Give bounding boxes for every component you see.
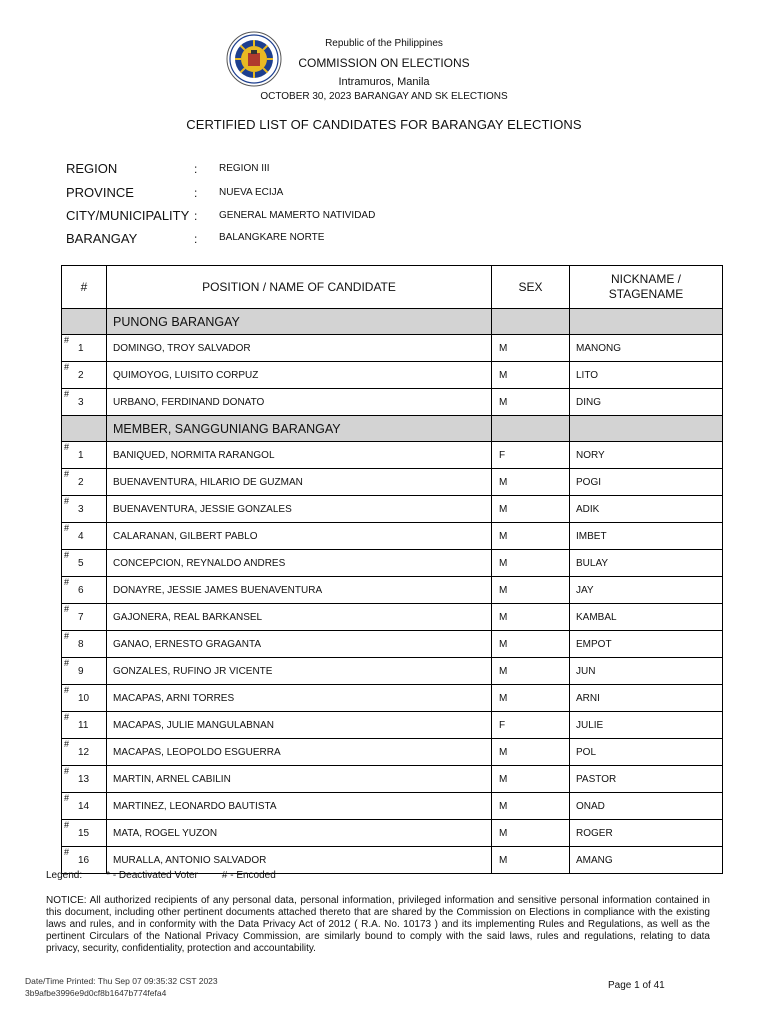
row-number-cell [62,658,107,685]
encoded-mark: # [64,712,70,722]
table-row [62,739,723,766]
province-label: PROVINCE [66,185,134,200]
commission-heading: COMMISSION ON ELECTIONS [298,56,470,70]
header-number: # [62,266,107,309]
city-label: CITY/MUNICIPALITY [66,208,190,223]
candidate-name: DONAYRE, JESSIE JAMES BUENAVENTURA [107,577,492,604]
candidate-nickname: JUN [570,658,723,685]
candidate-name: GONZALES, RUFINO JR VICENTE [107,658,492,685]
candidate-nickname: ROGER [570,820,723,847]
table-row [62,766,723,793]
table-row [62,362,723,389]
table-row [62,685,723,712]
candidate-nickname: BULAY [570,550,723,577]
candidate-sex: M [492,847,570,874]
header-sex: SEX [492,266,570,309]
legend-deactivated: * - Deactivated Voter [106,870,198,881]
row-number-cell [62,550,107,577]
candidate-sex: M [492,685,570,712]
legend-encoded: # - Encoded [221,870,276,881]
candidate-name: BUENAVENTURA, JESSIE GONZALES [107,496,492,523]
row-number: 15 [78,828,90,839]
region-value: REGION III [219,163,270,174]
encoded-mark: # [64,577,70,587]
row-number-cell [62,712,107,739]
candidate-name: GAJONERA, REAL BARKANSEL [107,604,492,631]
encoded-mark: # [64,685,70,695]
candidate-name: MURALLA, ANTONIO SALVADOR [107,847,492,874]
candidate-name: URBANO, FERDINAND DONATO [107,389,492,416]
candidate-name: QUIMOYOG, LUISITO CORPUZ [107,362,492,389]
section-title: MEMBER, SANGGUNIANG BARANGAY [107,416,492,442]
header-nickname-line2: STAGENAME [608,287,684,301]
candidate-sex: M [492,389,570,416]
candidate-nickname: AMANG [570,847,723,874]
encoded-mark: # [64,550,70,560]
candidate-sex: M [492,739,570,766]
table-body [62,309,723,874]
encoded-mark: # [64,496,70,506]
section-sex-cell [492,416,570,442]
print-timestamp: Date/Time Printed: Thu Sep 07 09:35:32 CST 2023 [25,976,218,986]
table-row [62,496,723,523]
candidate-sex: M [492,766,570,793]
candidate-nickname: POGI [570,469,723,496]
row-number: 4 [78,531,84,542]
candidate-nickname: LITO [570,362,723,389]
row-number-cell [62,685,107,712]
encoded-mark: # [64,469,70,479]
province-colon: : [194,186,198,200]
candidate-name: MACAPAS, LEOPOLDO ESGUERRA [107,739,492,766]
row-number-cell [62,577,107,604]
row-number: 7 [78,612,84,623]
candidate-name: DOMINGO, TROY SALVADOR [107,335,492,362]
row-number-cell [62,820,107,847]
candidate-name: BANIQUED, NORMITA RARANGOL [107,442,492,469]
republic-heading: Republic of the Philippines [325,38,443,49]
city-colon: : [194,209,198,223]
row-number: 1 [78,450,84,461]
encoded-mark: # [64,793,70,803]
section-sex-cell [492,309,570,335]
candidate-nickname: JULIE [570,712,723,739]
row-number-cell [62,496,107,523]
document-hash: 3b9afbe3996e9d0cf8b1647b774fefa4 [25,988,167,998]
encoded-mark: # [64,820,70,830]
table-row [62,820,723,847]
row-number-cell [62,604,107,631]
row-number-cell [62,362,107,389]
table-row [62,550,723,577]
candidate-name: GANAO, ERNESTO GRAGANTA [107,631,492,658]
candidate-nickname: MANONG [570,335,723,362]
row-number: 2 [78,370,84,381]
candidate-name: MARTINEZ, LEONARDO BAUTISTA [107,793,492,820]
row-number-cell [62,793,107,820]
row-number: 11 [78,720,89,731]
candidate-sex: M [492,793,570,820]
candidates-table [61,265,723,874]
encoded-mark: # [64,739,70,749]
section-row [62,416,723,442]
row-number: 12 [78,747,90,758]
row-number-cell [62,442,107,469]
candidate-sex: M [492,335,570,362]
table-row [62,604,723,631]
encoded-mark: # [64,523,70,533]
candidate-name: MATA, ROGEL YUZON [107,820,492,847]
row-number-cell [62,631,107,658]
table-row [62,793,723,820]
candidate-nickname: ADIK [570,496,723,523]
barangay-colon: : [194,232,198,246]
barangay-label: BARANGAY [66,231,138,246]
candidate-sex: F [492,442,570,469]
encoded-mark: # [64,604,70,614]
candidate-nickname: NORY [570,442,723,469]
row-number-cell [62,389,107,416]
table-row [62,442,723,469]
candidate-nickname: EMPOT [570,631,723,658]
row-number-cell [62,469,107,496]
election-heading: OCTOBER 30, 2023 BARANGAY AND SK ELECTIONS [260,91,508,102]
encoded-mark: # [64,335,70,345]
candidate-nickname: JAY [570,577,723,604]
section-num-cell [62,416,107,442]
candidate-name: MARTIN, ARNEL CABILIN [107,766,492,793]
table-header-row [62,266,723,309]
table-row [62,335,723,362]
candidate-name: MACAPAS, JULIE MANGULABNAN [107,712,492,739]
table-row [62,577,723,604]
legend-label: Legend: [46,870,83,881]
candidate-sex: M [492,631,570,658]
row-number: 16 [78,855,90,866]
candidate-sex: F [492,712,570,739]
candidate-name: CONCEPCION, REYNALDO ANDRES [107,550,492,577]
table-row [62,523,723,550]
city-value: GENERAL MAMERTO NATIVIDAD [219,210,376,221]
row-number: 5 [78,558,84,569]
candidate-sex: M [492,604,570,631]
candidate-name: BUENAVENTURA, HILARIO DE GUZMAN [107,469,492,496]
row-number: 14 [78,801,90,812]
row-number-cell [62,766,107,793]
row-number: 1 [78,343,84,354]
encoded-mark: # [64,658,70,668]
candidate-sex: M [492,496,570,523]
candidate-sex: M [492,469,570,496]
region-label: REGION [66,161,118,176]
table-row [62,712,723,739]
candidate-nickname: ARNI [570,685,723,712]
encoded-mark: # [64,766,70,776]
row-number-cell [62,739,107,766]
candidate-nickname: IMBET [570,523,723,550]
privacy-notice: NOTICE: All authorized recipients of any personal data, personal information, privileged information and sensitive personal information contained in this document, including other pertinent documents attached thereto that are shared by the Commission on Elections in compliance with the existing laws and rules, and in conformity with the Data Privacy Act of 2012 ( R.A. No. 10173 ) and its implementing Rules and Regulations, as well as the pertinent Circulars of the National Privacy Commission, are similarly bound to comply with the said laws, rules and regulations, relating to data privacy, security, confidentiality, protection and accountability. [46,895,710,954]
location-heading: Intramuros, Manila [338,76,430,88]
row-number-cell [62,335,107,362]
encoded-mark: # [64,631,70,641]
candidate-name: MACAPAS, ARNI TORRES [107,685,492,712]
encoded-mark: # [64,847,70,857]
section-nick-cell [570,309,723,335]
row-number-cell [62,523,107,550]
page-number: Page 1 of 41 [608,980,665,991]
candidate-name: CALARANAN, GILBERT PABLO [107,523,492,550]
row-number: 10 [78,693,90,704]
legend [46,870,300,881]
table-row [62,631,723,658]
table-row [62,469,723,496]
section-nick-cell [570,416,723,442]
province-value: NUEVA ECIJA [219,187,284,198]
candidate-nickname: ONAD [570,793,723,820]
row-number: 3 [78,397,84,408]
header-nickname [570,266,723,309]
candidate-nickname: POL [570,739,723,766]
candidate-sex: M [492,362,570,389]
header-position-name: POSITION / NAME OF CANDIDATE [107,266,492,309]
candidate-sex: M [492,577,570,604]
document-title: CERTIFIED LIST OF CANDIDATES FOR BARANGAY ELECTIONS [186,117,582,132]
row-number: 9 [78,666,84,677]
row-number: 6 [78,585,84,596]
encoded-mark: # [64,362,70,372]
barangay-value: BALANGKARE NORTE [219,232,325,243]
row-number: 13 [78,774,90,785]
row-number: 3 [78,504,84,515]
encoded-mark: # [64,389,70,399]
row-number: 8 [78,639,84,650]
table-row [62,658,723,685]
candidate-sex: M [492,550,570,577]
encoded-mark: # [64,442,70,452]
header-nickname-line1: NICKNAME / [610,272,681,286]
candidate-sex: M [492,658,570,685]
table-row [62,389,723,416]
candidate-nickname: DING [570,389,723,416]
section-title: PUNONG BARANGAY [107,309,492,335]
section-row [62,309,723,335]
candidate-sex: M [492,820,570,847]
row-number: 2 [78,477,84,488]
candidate-nickname: KAMBAL [570,604,723,631]
candidate-nickname: PASTOR [570,766,723,793]
candidate-sex: M [492,523,570,550]
region-colon: : [194,162,198,176]
section-num-cell [62,309,107,335]
